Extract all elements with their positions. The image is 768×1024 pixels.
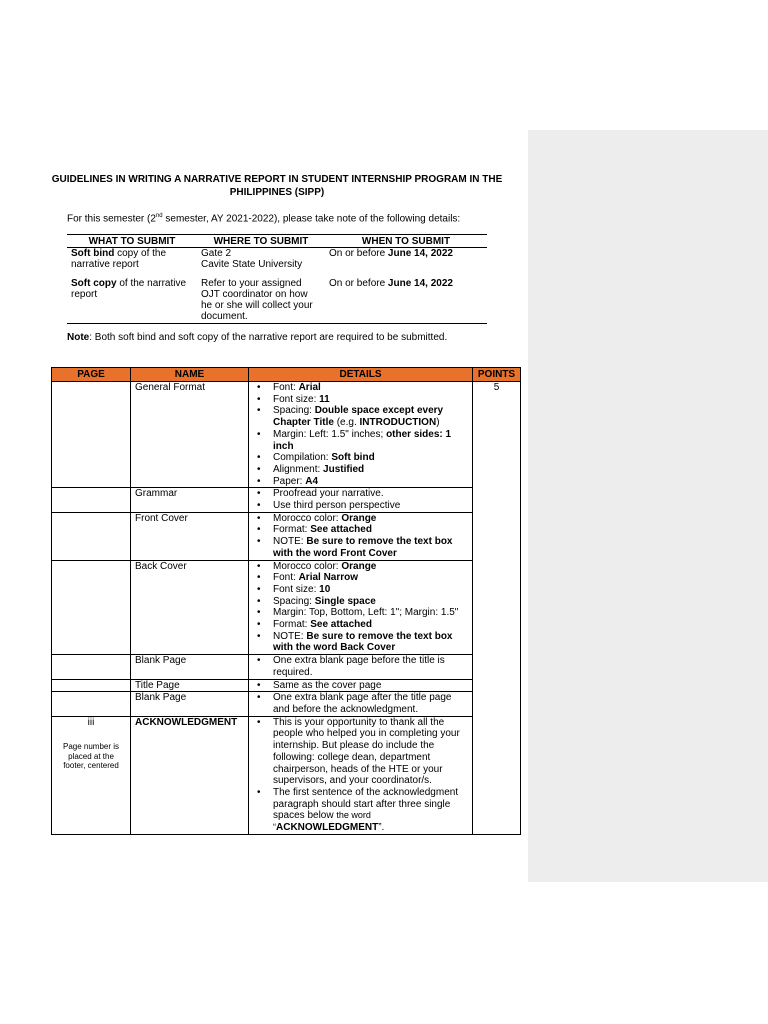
item-text: the word “ — [273, 810, 371, 833]
item-label: Margin: — [273, 607, 309, 619]
details-cell — [249, 679, 473, 692]
comments-pane — [528, 130, 768, 882]
list-item — [273, 631, 468, 654]
list-item — [273, 429, 468, 452]
name-cell: General Format — [131, 382, 249, 488]
row-grammar — [52, 488, 521, 512]
item-value: Double space except every Chapter Title — [273, 405, 444, 429]
list-item — [273, 524, 468, 536]
when-prefix: On or before — [329, 278, 388, 289]
item-value: INTRODUCTION — [359, 417, 437, 429]
list-item — [273, 596, 468, 608]
item-value: other sides: 1 inch — [273, 428, 452, 452]
item-label: Morocco color: — [273, 512, 342, 524]
when-date: June 14, 2022 — [387, 248, 453, 259]
page-cell — [52, 679, 131, 692]
header-points: POINTS — [473, 368, 521, 382]
submission-row — [67, 248, 487, 279]
details-list — [253, 680, 468, 692]
intro-text-end: semester, AY 2021-2022), please take note of the following details: — [162, 213, 461, 225]
item-label: Margin: — [273, 428, 310, 440]
list-item — [273, 787, 468, 834]
list-item — [273, 572, 468, 584]
header-what: WHAT TO SUBMIT — [67, 235, 197, 248]
item-value: 11 — [319, 393, 330, 405]
when-date: June 14, 2022 — [387, 278, 453, 289]
item-text: The first sentence of the acknowledgment paragraph should start after three single spaces below — [273, 786, 459, 822]
item-label: Paper: — [273, 475, 306, 487]
item-label: Format: — [273, 524, 311, 536]
item-text: ”. — [378, 822, 385, 834]
intro-text-start: For this semester (2 — [67, 213, 156, 225]
where-line: Gate 2 — [201, 248, 232, 259]
item-label: Spacing: — [273, 595, 315, 607]
item-label: Alignment: — [273, 463, 324, 475]
list-item — [273, 464, 468, 476]
item-label: ) — [436, 417, 440, 429]
when-prefix: On or before — [329, 248, 388, 259]
where-cell — [197, 248, 325, 279]
details-list — [253, 382, 468, 487]
item-label: Font: — [273, 382, 299, 393]
what-cell — [67, 278, 197, 324]
list-item — [273, 561, 468, 573]
details-table — [51, 367, 521, 835]
item-value: 10 — [319, 583, 331, 595]
row-general-format — [52, 382, 521, 488]
header-page: PAGE — [52, 368, 131, 382]
details-header-row — [52, 368, 521, 382]
details-list — [253, 561, 468, 655]
where-cell — [197, 278, 325, 324]
item-value: Soft bind — [331, 452, 375, 464]
what-bold: Soft bind — [71, 248, 115, 259]
name-cell: Back Cover — [131, 560, 249, 655]
list-item: • Use third person perspective — [273, 500, 468, 512]
item-label: (e.g. — [333, 417, 360, 429]
item-value: Orange — [341, 560, 377, 572]
what-rest: of the narrative report — [71, 278, 187, 300]
item-label: Spacing: — [273, 405, 315, 417]
what-rest: copy of the narrative report — [71, 248, 167, 270]
header-when: WHEN TO SUBMIT — [325, 235, 487, 248]
item-value: Be sure to remove the text box with the word Front Cover — [273, 536, 453, 559]
page-cell — [52, 716, 131, 834]
note-text: : Both soft bind and soft copy of the narrative report are required to be submitted. — [89, 332, 448, 343]
item-value: Top, Bottom, Left: 1"; Margin: 1.5" — [308, 607, 459, 619]
details-cell — [249, 655, 473, 679]
list-item: • One extra blank page after the title page and before the acknowledgment. — [273, 692, 468, 715]
name-cell: Front Cover — [131, 512, 249, 560]
item-label: Font size: — [273, 393, 320, 405]
list-item: • Same as the cover page — [273, 680, 468, 692]
list-item — [273, 584, 468, 596]
submission-row — [67, 278, 487, 324]
details-list — [253, 488, 468, 511]
list-item — [273, 405, 468, 428]
item-value: See attached — [310, 619, 372, 631]
list-item — [273, 382, 468, 394]
item-value: Arial — [298, 382, 321, 393]
details-cell — [249, 488, 473, 512]
item-label: Format: — [273, 619, 311, 631]
row-blank-page — [52, 655, 521, 679]
item-label: Compilation: — [273, 452, 332, 464]
document-title: GUIDELINES IN WRITING A NARRATIVE REPORT IN STUDENT INTERNSHIP PROGRAM IN THE PHILIPPINES (SIPP) — [51, 174, 503, 198]
list-item — [273, 513, 468, 525]
page-cell — [52, 655, 131, 679]
list-item: • One extra blank page before the title is required. — [273, 655, 468, 678]
list-item — [273, 452, 468, 464]
item-label: Morocco color: — [273, 560, 342, 572]
item-label: NOTE: — [273, 630, 307, 642]
details-cell — [249, 512, 473, 560]
details-list — [253, 655, 468, 678]
what-bold: Soft copy — [71, 278, 117, 289]
where-line: Refer to your assigned OJT coordinator on how he or she will collect your document. — [201, 278, 313, 322]
name-cell: Blank Page — [131, 692, 249, 716]
submission-header-row — [67, 235, 487, 248]
name-cell: Grammar — [131, 488, 249, 512]
item-value: Single space — [314, 595, 376, 607]
when-cell — [325, 278, 487, 324]
list-item — [273, 619, 468, 631]
note-label: Note — [67, 332, 90, 343]
row-blank-page — [52, 692, 521, 716]
page-number: iii — [87, 716, 95, 728]
details-cell — [249, 382, 473, 488]
list-item: • This is your opportunity to thank all the people who helped you in completing your internship. But please do include the following: college dean, department chairperson, heads of the HTE or your supervisors, and your coordinator/s. — [273, 717, 468, 787]
what-cell — [67, 248, 197, 279]
row-title-page — [52, 679, 521, 692]
where-line: Cavite State University — [201, 259, 303, 270]
item-value: Justified — [323, 463, 365, 475]
row-front-cover — [52, 512, 521, 560]
submission-table — [67, 234, 487, 324]
item-value: Orange — [341, 512, 377, 524]
name-cell: ACKNOWLEDGMENT — [131, 716, 249, 834]
intro-superscript: nd — [155, 213, 163, 219]
page-cell — [52, 560, 131, 655]
page-number-note: Page number is placed at the footer, centered — [62, 742, 120, 771]
details-list — [253, 513, 468, 560]
list-item: • Proofread your narrative. — [273, 488, 468, 500]
item-value: Arial Narrow — [298, 572, 359, 584]
intro-paragraph — [67, 210, 460, 225]
item-value: Be sure to remove the text box with the word Back Cover — [273, 630, 453, 654]
header-details: DETAILS — [249, 368, 473, 382]
page-cell — [52, 512, 131, 560]
page-cell — [52, 382, 131, 488]
when-cell — [325, 248, 487, 279]
header-where: WHERE TO SUBMIT — [197, 235, 325, 248]
item-value: ACKNOWLEDGMENT — [276, 822, 379, 834]
item-value: Left: 1.5" inches; — [309, 428, 387, 440]
list-item — [273, 476, 468, 488]
details-cell — [249, 692, 473, 716]
item-value: A4 — [305, 475, 319, 487]
note-paragraph — [67, 331, 447, 344]
list-item — [273, 394, 468, 406]
list-item — [273, 536, 468, 559]
item-label: Font size: — [273, 583, 320, 595]
item-label: NOTE: — [273, 536, 307, 548]
page-cell — [52, 488, 131, 512]
points-cell: 5 — [473, 382, 521, 835]
item-label: Font: — [273, 572, 299, 584]
details-list — [253, 692, 468, 715]
row-back-cover — [52, 560, 521, 655]
list-item — [273, 607, 468, 619]
item-value: See attached — [310, 524, 372, 536]
details-cell — [249, 716, 473, 834]
page-cell — [52, 692, 131, 716]
name-cell: Title Page — [131, 679, 249, 692]
details-list — [253, 717, 468, 834]
name-cell: Blank Page — [131, 655, 249, 679]
details-cell — [249, 560, 473, 655]
header-name: NAME — [131, 368, 249, 382]
row-acknowledgment — [52, 716, 521, 834]
